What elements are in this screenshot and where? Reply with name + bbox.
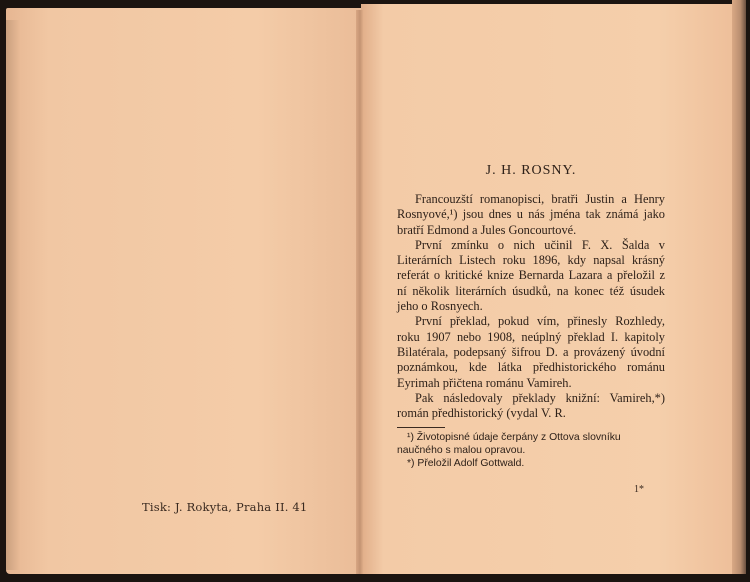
paragraph: Pak následovaly překlady knižní: Vamireh,*) román předhistorický (vydal V. R.: [397, 390, 665, 421]
paragraph: Francouzští romanopisci, bratři Justin a Henry Rosnyové,¹) jsou dnes u nás jména tak známá jako bratří Edmond a Jules Goncourtové.: [397, 192, 665, 237]
footnote-rule: [397, 427, 445, 428]
body-text: [397, 192, 665, 421]
footnote: *) Přeložil Adolf Gottwald.: [407, 458, 525, 470]
printer-note: Tisk: J. Rokyta, Praha II. 41: [142, 500, 308, 514]
chapter-heading: J. H. ROSNY.: [485, 163, 577, 178]
chapter-text: [397, 162, 665, 470]
paragraph: První zmínku o nich učinil F. X. Šalda v Literárních Listech roku 1896, kdy napsal krásný referát o kritické knize Bernarda Lazara a přeložil z ní několik literárních úsudků, na konec též úsudek jeho o Rosnyech.: [397, 237, 665, 314]
book-gutter: [356, 10, 364, 574]
left-page-edge: [6, 20, 20, 570]
footnotes: [397, 431, 665, 470]
right-page-edge: [732, 0, 746, 574]
footnote: ¹) Životopisné údaje čerpány z Ottova slovníku naučného s malou opravou.: [397, 432, 621, 457]
left-page: [6, 8, 362, 574]
signature-mark: 1*: [634, 484, 644, 495]
paragraph: První překlad, pokud vím, přinesly Rozhledy, roku 1907 nebo 1908, neúplný překlad I. kapitoly Bilatérala, podepsaný šifrou D. a provázený úvodní poznámkou, kde látka předhistorického románu Eyrimah přičtena románu Vamireh.: [397, 314, 665, 390]
